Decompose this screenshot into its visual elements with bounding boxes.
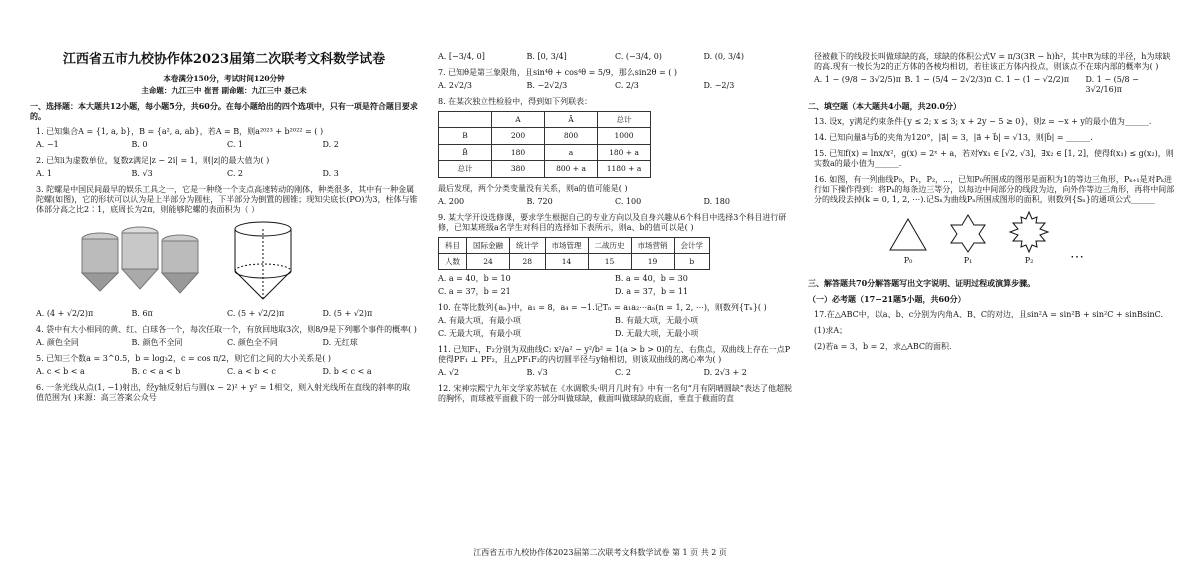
option: B. [0, 3/4]	[526, 52, 567, 61]
subsection-heading: （一）必考题（17−21题5小题，共60分）	[808, 294, 966, 304]
table-cell: A	[492, 112, 545, 128]
option: C. 无最大项，有最小项	[438, 329, 521, 339]
table-cell: B̄	[439, 144, 492, 160]
option: D. 180	[703, 196, 730, 206]
table-cell: 19	[631, 253, 674, 269]
table-cell: a	[545, 144, 598, 160]
option: A. 1 − (9/8 − 3√2/5)π	[814, 75, 901, 84]
table-cell: Ā	[545, 112, 598, 128]
option: D. 无红球	[322, 338, 358, 347]
column-left	[30, 0, 418, 405]
option: A. √2	[438, 368, 460, 378]
question-15: 15. 已知f(x) = lnx/x²，g(x) = 2ˣ + a，若对∀x₁ ∈ [√2, √3]，∃x₂ ∈ [1, 2]，使得f(x₁) ≤ g(x₂)，则实数a的最小值为______.	[814, 149, 1174, 168]
options-11	[438, 368, 792, 378]
question-11: 11. 已知F₁，F₂分别为双曲线C: x²/a² − y²/b² = 1(a > b > 0)的左、右焦点，双曲线上存在一点P使得PF₁ ⊥ PF₂，且△PF₁F₂的内切圆半径与y轴相切，则该双曲线的离心率为( )	[438, 345, 791, 365]
options-10a	[438, 316, 792, 326]
question-10: 10. 在等比数列{aₙ}中，a₁ = 8，a₄ = −1.记Tₙ = a₁a₂⋯aₙ(n = 1, 2, ⋯)，则数列{Tₙ}( )	[438, 303, 767, 313]
option: A. a = 40，b = 10	[438, 274, 511, 284]
question-12-continued: 径被截下的线段长叫做球缺的高，球缺的体积公式V = π/3(3R − h)h²，其中R为球的半径，h为球缺的高.现有一棱长为2的正方体的各棱均相切，若往该正方体内投点，则该点不在球内部的概率为( )	[814, 52, 1171, 71]
page-footer: 江西省五市九校协作体2023届第二次联考文科数学试卷 第 1 页 共 2 页	[473, 548, 727, 557]
page-title: 江西省五市九校协作体2023届第二次联考文科数学试卷	[62, 52, 386, 67]
option: C. (−3/4, 0)	[615, 52, 662, 61]
star-shape	[948, 213, 988, 253]
option: C. 2/3	[615, 81, 639, 90]
options-2	[36, 169, 418, 179]
option: D. a = 37，b = 11	[615, 287, 689, 297]
table-row	[439, 128, 651, 144]
table-cell: 会计学	[674, 237, 710, 253]
table-cell: 24	[467, 253, 510, 269]
table-cell: B	[439, 128, 492, 144]
option: D. b < c < a	[322, 367, 372, 376]
question-2: 2. 已知i为虚数单位，复数z满足|z − 2i| = 1，则|z|的最大值为( )	[36, 156, 270, 165]
column-right	[808, 0, 1176, 354]
option: C. 2	[227, 169, 244, 178]
option: C. 颜色全不同	[227, 338, 278, 347]
option: C. 2	[615, 368, 632, 378]
option: A. 1	[36, 169, 52, 178]
question-17: 17.在△ABC中，以a、b、c分别为内角A、B、C的对边，且sin²A = sin²B + sin²C + sinBsinC.	[814, 310, 1164, 319]
table-row	[439, 112, 651, 128]
table-cell: 总计	[598, 112, 651, 128]
table-cell: 15	[588, 253, 631, 269]
option: B. √3	[526, 368, 548, 378]
figure-p1	[948, 213, 988, 266]
table-cell: 200	[492, 128, 545, 144]
option: C. (5 + √2/2)π	[227, 309, 285, 318]
options-5	[36, 367, 418, 377]
option: B. 0	[131, 140, 148, 149]
option: B. −2√2/3	[526, 81, 568, 90]
option: A. (4 + √2/2)π	[36, 309, 94, 318]
figure-label: P₂	[1024, 256, 1034, 265]
ellipsis-icon: ⋯	[1070, 248, 1084, 265]
figure-label: P₀	[903, 256, 913, 265]
option: C. 1 − (1 − √2/2)π	[995, 75, 1070, 84]
question-3: 3. 陀螺是中国民间最早的娱乐工具之一，它是一种绕一个支点高速转动的刚体，种类很多，其中有一种金属陀螺(如图)，它的形状可以认为是上半部分为圆柱，下半部分为倒置的圆锥；现知尖底长(PO)为3，柱体与锥体部分高之比2∶1，底周长为2π，则能够陀螺的表面积为（ ）	[36, 185, 418, 214]
question-8: 8. 在某次独立性检验中，得到如下列联表：	[438, 97, 593, 106]
question-3-figures	[70, 219, 418, 305]
options-1	[36, 140, 418, 150]
question-4: 4. 袋中有大小相同的黄、红、白球各一个，每次任取一个，有放回地取3次，则8/9是下列哪个事件的概率( )	[36, 325, 417, 334]
table-cell: 800	[545, 128, 598, 144]
figure-label: P₁	[963, 256, 973, 265]
table-cell: 180	[492, 144, 545, 160]
option: D. (0, 3/4)	[703, 52, 745, 61]
option: A. −1	[36, 140, 59, 149]
option: B. 有最大项，无最小项	[615, 316, 698, 326]
question-5: 5. 已知三个数a = 3^0.5，b = log₃2，c = cos π/2，则它们之间的大小关系是( )	[36, 354, 331, 363]
option: B. 720	[526, 196, 553, 206]
table-cell: 科目	[439, 237, 467, 253]
question-8-note: 最后发现，两个分类变量没有关系，则a的值可能是( )	[438, 183, 628, 193]
option: A. 200	[438, 196, 465, 206]
table-cell: 二战历史	[588, 237, 631, 253]
section-heading: 三、解答题共70分解答题写出文字说明、证明过程或演算步骤。	[808, 278, 1036, 288]
table-row	[439, 237, 710, 253]
option: D. 2	[322, 140, 339, 149]
options-3	[36, 309, 418, 319]
question-7: 7. 已知θ是第三象限角，且sin⁴θ + cos⁴θ = 5/9，那么sin2θ = ( )	[438, 68, 678, 77]
metal-top-photo	[70, 219, 210, 299]
options-7	[438, 81, 792, 91]
column-middle	[432, 0, 792, 406]
table-cell: 总计	[439, 161, 492, 177]
table-cell: 市场管理	[545, 237, 588, 253]
options-9b	[438, 287, 792, 297]
option: D. 2√3 + 2	[703, 368, 747, 378]
options-8	[438, 197, 792, 207]
option: C. a = 37，b = 21	[438, 287, 511, 297]
question-14: 14. 已知向量a⃗与b⃗的夹角为120°，|a⃗| = 3，|a⃗ + b⃗| = √13，则|b⃗| = ______.	[814, 133, 1093, 142]
table-cell: 800 + a	[545, 161, 598, 177]
question-9: 9. 某大学开设选修课，要求学生根据自己的专业方向以及自身兴趣从6个科目中选择3个科目进行研修，已知某班级a名学生对科目的选择如下表所示，则a、b的值可以是( )	[438, 212, 787, 232]
option: A. 2√2/3	[438, 81, 472, 90]
table-cell: 1000	[598, 128, 651, 144]
section-heading: 一、选择题：本大题共12小题，每小题5分，共60分。在每小题给出的四个选项中，只有一项是符合题目要求的。	[30, 101, 418, 121]
table-cell: 国际金融	[467, 237, 510, 253]
option: D. (5 + √2)π	[322, 309, 373, 318]
question-17-part1: (1)求A；	[814, 326, 848, 335]
question-16: 16. 如图，有一列曲线P₀，P₁，P₂，⋯，已知P₀所围成的图形是面积为1的等边三角形，Pₖ₊₁是对Pₖ进行如下操作得到：将Pₖ的每条边三等分，以每边中间部分的线段为边，向外作等边三角形，再将中间部分的线段去掉(k = 0, 1, 2, ⋯).记Sₙ为曲线Pₙ所围成图形的面积，则数列{Sₙ}的通项公式______	[814, 175, 1175, 204]
option: D. 1 − (5/8 − 3√2/16)π	[1085, 75, 1139, 94]
options-10b	[438, 329, 792, 339]
option: D. 3	[322, 169, 339, 178]
option: D. −2/3	[703, 81, 735, 90]
options-9a	[438, 274, 792, 284]
option: B. 6π	[131, 309, 153, 318]
option: B. c < a < b	[131, 367, 181, 376]
option: B. √3	[131, 169, 153, 178]
option: A. [−3/4, 0]	[438, 52, 485, 61]
question-6: 6. 一条光线从点(1, −1)射出，经y轴反射后与圆(x − 2)² + y² = 1相交，则入射光线所在直线的斜率的取值范围为( )来源：高三答案公众号	[36, 383, 411, 402]
table-row	[439, 161, 651, 177]
course-table	[438, 237, 710, 271]
contingency-table	[438, 111, 651, 178]
koch-figures	[888, 211, 1176, 266]
option: D. 无最大项，无最小项	[615, 329, 699, 339]
question-13: 13. 设x，y满足约束条件{y ≤ 2; x ≤ 3; x + 2y − 5 ≥ 0}，则z = −x + y的最小值为______.	[814, 117, 1152, 126]
figure-p0	[888, 217, 928, 266]
options-12	[814, 75, 1176, 95]
question-17-part2: (2)若a = 3，b = 2，求△ABC的面积.	[814, 342, 952, 351]
option: A. c < b < a	[36, 367, 85, 376]
figure-p2	[1008, 211, 1050, 266]
table-cell: b	[674, 253, 710, 269]
option: C. 100	[615, 196, 642, 206]
question-12: 12. 宋神宗熙宁九年文学家苏轼在《水调歌头·明月几时有》中有一名句“月有阴晴圆缺”表达了他超脱的胸怀，而球被平面截下的一部分叫做球缺，截面叫做球缺的底面，垂直于截面的直	[438, 384, 792, 404]
question-1: 1. 已知集合A = {1, a, b}，B = {a², a, ab}，若A = B，则a²⁰²³ + b²⁰²² = ( )	[36, 127, 324, 136]
cylinder-cone-diagram	[228, 219, 298, 305]
table-cell: 市场营销	[631, 237, 674, 253]
option: C. 1	[227, 140, 244, 149]
table-cell: 14	[545, 253, 588, 269]
triangle-shape	[888, 217, 928, 253]
snowflake-shape	[1008, 211, 1050, 253]
option: B. 颜色不全同	[131, 338, 183, 347]
section-heading: 二、填空题（本大题共4小题，共20.0分）	[808, 101, 962, 111]
option: B. a = 40，b = 30	[615, 274, 688, 284]
table-row	[439, 253, 710, 269]
options-4	[36, 338, 418, 348]
exam-meta: 本卷满分150分，考试时间120分钟	[163, 74, 285, 84]
options-6	[438, 52, 792, 62]
option: B. 1 − (5/4 − 2√2/3)π	[904, 75, 992, 84]
table-cell: 180 + a	[598, 144, 651, 160]
table-cell: 380	[492, 161, 545, 177]
option: A. 颜色全同	[36, 338, 79, 347]
option: A. 有最大项，有最小项	[438, 316, 521, 326]
table-cell: 统计学	[510, 237, 546, 253]
table-cell: 28	[510, 253, 546, 269]
exam-authors: 主命题：九江三中 崔晋 副命题：九江三中 聂己未	[141, 85, 307, 95]
table-cell	[439, 112, 492, 128]
table-row	[439, 144, 651, 160]
option: C. a < b < c	[227, 367, 276, 376]
table-cell: 1180 + a	[598, 161, 651, 177]
table-cell: 人数	[439, 253, 467, 269]
